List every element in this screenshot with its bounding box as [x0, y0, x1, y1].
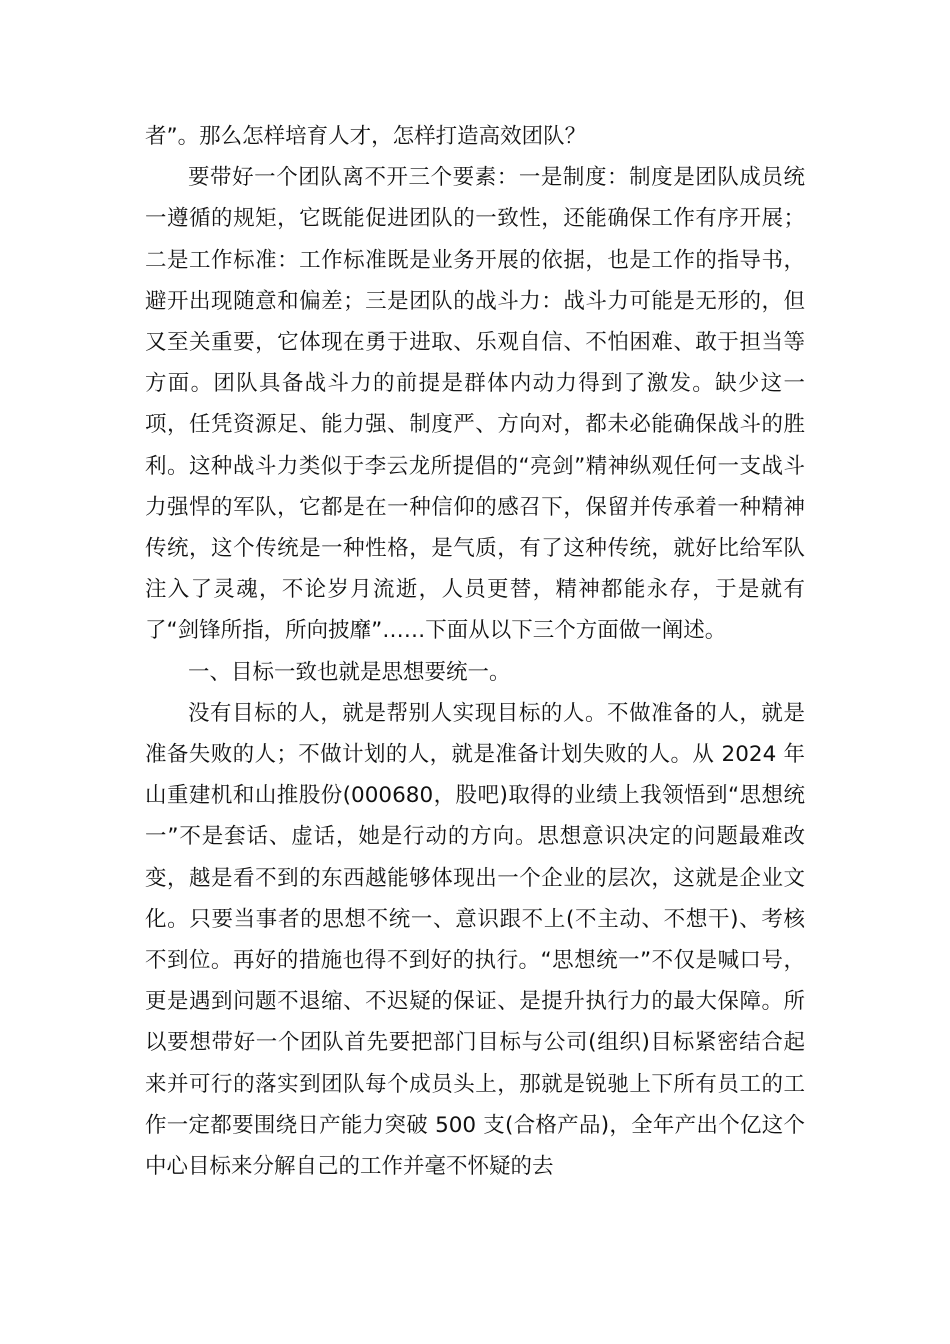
paragraph-three-elements: 要带好一个团队离不开三个要素：一是制度：制度是团队成员统一遵循的规矩，它既能促进团队的一致性，还能确保工作有序开展；二是工作标准：工作标准既是业务开展的依据，也是工作的指导书，避开出现随意和偏差；三是团队的战斗力：战斗力可能是无形的，但又至关重要，它体现在勇于进取、乐观自信、不怕困难、敢于担当等方面。团队具备战斗力的前提是群体内动力得到了激发。缺少这一项，任凭资源足、能力强、制度严、方向对，都未必能确保战斗的胜利。这种战斗力类似于李云龙所提倡的“亮剑”精神纵观任何一支战斗力强悍的军队，它都是在一种信仰的感召下，保留并传承着一种精神传统，这个传统是一种性格，是气质，有了这种传统，就好比给军队注入了灵魂，不论岁月流逝，人员更替，精神都能永存，于是就有了“剑锋所指，所向披靡”……下面从以下三个方面做一阐述。 [145, 165, 805, 644]
section-heading-one: 一、目标一致也就是思想要统一。 [188, 659, 511, 685]
body-text [145, 116, 805, 1187]
paragraph-continuation: 者”。那么怎样培育人才，怎样打造高效团队？ [145, 124, 587, 149]
paragraph-goals: 没有目标的人，就是帮别人实现目标的人。不做准备的人，就是准备失败的人；不做计划的人，就是准备计划失败的人。从 2024 年山重建机和山推股份(000680，股吧)取得的业绩上我领悟到“思想统一”不是套话、虚话，她是行动的方向。思想意识决定的问题最难改变，越是看不到的东西越能够体现出一个企业的层次，这就是企业文化。只要当事者的思想不统一、意识跟不上(不主动、不想干)、考核不到位。再好的措施也得不到好的执行。“思想统一”不仅是喊口号，更是遇到问题不退缩、不迟疑的保证、是提升执行力的最大保障。所以要想带好一个团队首先要把部门目标与公司(组织)目标紧密结合起来并可行的落实到团队每个成员头上，那就是锐驰上下所有员工的工作一定都要围绕日产能力突破 500 支(合格产品)，全年产出个亿这个中心目标来分解自己的工作并毫不怀疑的去 [145, 700, 805, 1180]
